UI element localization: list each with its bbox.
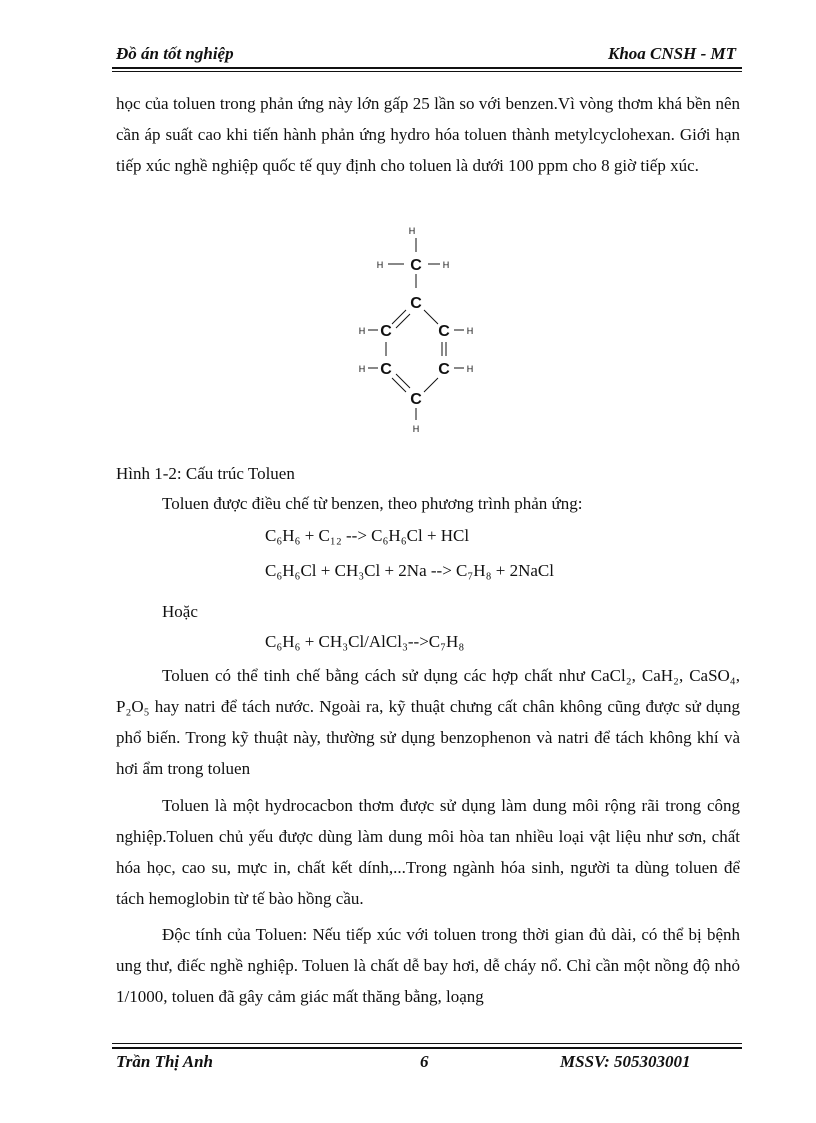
atom-c-methyl: C	[410, 257, 422, 274]
header-thesis-title: Đồ án tốt nghiệp	[116, 44, 234, 63]
paragraph-text: Độc tính của Toluen: Nếu tiếp xúc với toluen trong thời gian đủ dài, có thể bị bệnh ung thư, điếc nghề nghiệp. Toluen là chất dễ bay hơi, dễ cháy nổ. Chỉ cần một nồng độ nhỏ 1/1000, toluen đã gây cảm giác mất thăng bằng, loạng	[116, 925, 740, 1006]
equation-3: C₆H₆ + CH₃Cl/AlCl₃-->C₇H₈	[265, 632, 465, 651]
toluene-structure-diagram	[344, 222, 484, 437]
paragraph-reactivity	[116, 88, 740, 181]
atom-c-ring-2: C	[380, 323, 392, 340]
page-number: 6	[420, 1052, 429, 1071]
figure-caption: Hình 1-2: Cấu trúc Toluen	[116, 464, 295, 483]
header-faculty: Khoa CNSH - MT	[608, 44, 736, 63]
atom-c-ring-5: C	[438, 361, 450, 378]
footer-rule	[112, 1047, 742, 1049]
footer-rule-thin	[112, 1043, 742, 1044]
equation-1: C₆H₆ + C₁₂ --> C₆H₆Cl + HCl	[265, 526, 470, 545]
header-rule	[112, 67, 742, 69]
paragraph-text: học của toluen trong phản ứng này lớn gấp 25 lần so với benzen.Vì vòng thơm khá bền nên cần áp suất cao khi tiến hành phản ứng hydro hóa toluen thành metylcyclohexan. Giới hạn tiếp xúc nghề nghiệp quốc tế quy định cho toluen là dưới 100 ppm cho 8 giờ tiếp xúc.	[116, 94, 740, 175]
atom-h-ring-3: H	[358, 364, 366, 374]
paragraph-or	[162, 596, 786, 627]
equation-2: C₆H₆Cl + CH₃Cl + 2Na --> C₇H₈ + 2NaCl	[265, 561, 554, 580]
atom-h-right: H	[442, 260, 450, 270]
footer-student-id: MSSV: 505303001	[560, 1052, 691, 1071]
paragraph-text: Toluen được điều chế từ benzen, theo phương trình phản ứng:	[162, 494, 583, 513]
atom-h-top: H	[408, 226, 416, 236]
paragraph-toxicity	[116, 919, 740, 1012]
atom-c-ring-1: C	[410, 295, 422, 312]
atom-h-ring-2: H	[358, 326, 366, 336]
atom-h-left: H	[376, 260, 384, 270]
atom-c-ring-4: C	[410, 391, 422, 408]
atom-h-ring-5: H	[466, 364, 474, 374]
atom-h-bottom: H	[412, 424, 420, 434]
page-header	[116, 44, 740, 66]
paragraph-uses	[116, 790, 740, 914]
atom-c-ring-3: C	[380, 361, 392, 378]
paragraph-purification	[116, 660, 740, 784]
footer-author: Trần Thị Anh	[116, 1052, 214, 1071]
paragraph-text: Toluen là một hydrocacbon thơm được sử dụng làm dung môi rộng rãi trong công nghiệp.Toluen chủ yếu được dùng làm dung môi hòa tan nhiều loại vật liệu như sơn, chất hóa học, cao su, mực in, chất kết dính,...Trong ngành hóa sinh, người ta dùng toluen để tách hemoglobin từ tế bào hồng cầu.	[116, 796, 740, 908]
atom-h-ring-6: H	[466, 326, 474, 336]
atom-c-ring-6: C	[438, 323, 450, 340]
paragraph-text: Hoặc	[162, 602, 198, 621]
paragraph-text: Toluen có thể tinh chế bằng cách sử dụng các hợp chất như CaCl₂, CaH₂, CaSO₄, P₂O₅ hay natri để tách nước. Ngoài ra, kỹ thuật chưng cất chân không cũng được sử dụng phổ biến. Trong kỹ thuật này, thường sử dụng benzophenon và natri để tách không khí và hơi ẩm trong toluen	[116, 666, 740, 778]
paragraph-intro	[162, 488, 740, 519]
header-rule-thin	[112, 71, 742, 72]
